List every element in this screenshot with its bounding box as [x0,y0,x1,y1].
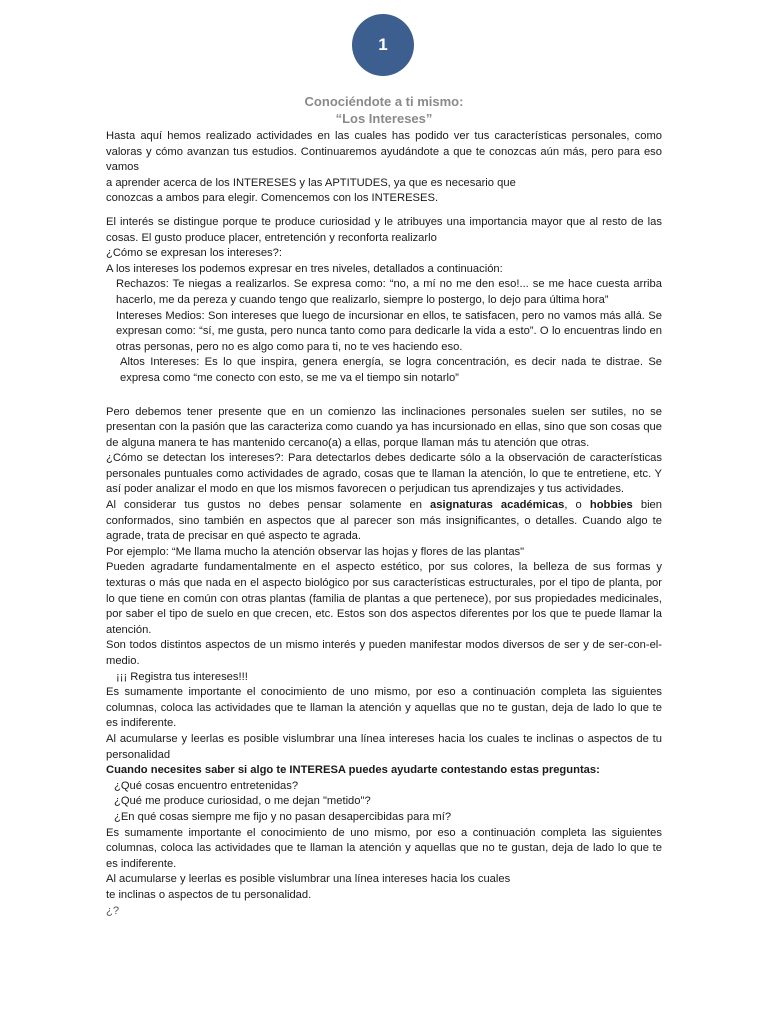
document-title: Conociéndote a ti mismo: [304,94,464,109]
level-altos: Altos Intereses: Es lo que inspira, genera energía, se logra concentración, es decir nada te distrae. Se expresa como “me conecto con esto, se me va el tiempo sin notarlo” [120,356,662,384]
levels-intro: A los intereses los podemos expresar en tres niveles, detallados a continuación: [106,262,503,275]
question-heading: ¿Cómo se expresan los intereses?: [106,247,282,260]
paragraph: Al acumularse y leerlas es posible vislumbrar una línea intereses hacia los cuales te inclinas o aspectos de tu personalidad [106,732,662,761]
paragraph-gustos: Al considerar tus gustos no debes pensar solamente en asignaturas académicas, o hobbies bien conformados, sino también en aspectos que al parecer son más insignificantes, o detalles. Cuando algo te agrade, trata de precisar en qué aspecto te agrada. [106,499,663,543]
document-body [106,129,662,919]
paragraph: Pueden agradarte fundamentalmente en el aspecto estético, por sus colores, la belleza de sus formas y texturas o más que nada en el aspecto biológico por sus características estructurales, por el tipo de planta, por lo que tiene en común con otras plantas (familia de plantas a que pertenece), por sus propiedades medicinales, por saber el tipo de suelo en que crecen, etc. Estos son dos aspectos diferentes por los que te puede llamar la atención. [106,561,662,636]
paragraph: ¿Cómo se detectan los intereses?: Para detectarlos debes dedicarte sólo a la observación de características personales puntuales como actividades de agrado, cosas que te llaman la atención, lo que te entretiene, etc. Y así poder analizar el modo en que los mismos favorecen o perjudican tus aprendizajes y tus actividades. [106,452,662,496]
paragraph: te inclinas o aspectos de tu personalidad. [106,888,312,901]
paragraph: Es sumamente importante el conocimiento de uno mismo, por eso a continuación completa las siguientes columnas, coloca las actividades que te llaman la atención y aquellas que no te gustan, deja de lado lo que te es indiferente. [106,826,662,870]
bold-hobbies: hobbies [589,499,633,512]
paragraph: Pero debemos tener presente que en un comienzo las inclinaciones personales suelen ser sutiles, no se presentan con la pasión que las caracteriza como cuando ya has incursionado en ellas, sino que son cosas que de alguna manera te has mantenido cercano(a) a ellas, porque llaman más tu atención que otras. [106,405,662,449]
interest-definition: El interés se distingue porque te produce curiosidad y le atribuyes una importancia mayor que al resto de las cosas. El gusto produce placer, entretención y reconforta realizarlo [106,215,662,244]
trailing-marks: ¿? [106,904,120,917]
page-number-badge: 1 [352,14,414,76]
intro-paragraph: Hasta aquí hemos realizado actividades en las cuales has podido ver tus características personales, como valoras y cómo avanzan tus estudios. Continuaremos ayudándote a que te conozcas aún más, pero para eso vamos [106,130,662,174]
question-item: ¿Qué cosas encuentro entretenidas? [114,779,299,792]
paragraph: Son todos distintos aspectos de un mismo interés y pueden manifestar modos diversos de ser y de ser-con-el-medio. [106,639,662,667]
paragraph: Es sumamente importante el conocimiento de uno mismo, por eso a continuación completa las siguientes columnas, coloca las actividades que te llaman la atención y aquellas que no te gustan, deja de lado lo que te es indiferente. [106,686,662,730]
intro-line: a aprender acerca de los INTERESES y las APTITUDES, ya que es necesario que [106,176,516,189]
level-medios: Intereses Medios: Son intereses que luego de incursionar en ellos, te satisfacen, pero no vamos más allá. Se expresan como: “sí, me gusta, pero nunca tanto como para dedicarle la vida a esto”. O lo encuentras lindo en otras personas, pero no es algo como para ti, no te ves haciendo eso. [116,309,662,353]
question-item: ¿Qué me produce curiosidad, o me dejan "metido"? [114,795,371,808]
example: Por ejemplo: “Me llama mucho la atención observar las hojas y flores de las plantas" [106,545,525,558]
question-item: ¿En qué cosas siempre me fijo y no pasan desapercibidas para mí? [114,810,452,823]
paragraph: Al acumularse y leerlas es posible vislumbrar una línea intereses hacia los cuales [106,873,511,886]
bold-asignaturas: asignaturas académicas [430,499,565,512]
document-subtitle: “Los Intereses” [335,111,433,126]
questions-heading: Cuando necesites saber si algo te INTERESA puedes ayudarte contestando estas preguntas: [106,764,600,777]
level-rechazos: Rechazos: Te niegas a realizarlos. Se expresa como: “no, a mí no me den eso!... se me hace cuesta arriba hacerlo, me da pereza y cuando tengo que realizarlo, siempre lo postergo, lo dejo para última hora” [116,278,662,306]
register-heading: ¡¡¡ Registra tus intereses!!! [116,670,248,683]
intro-line: conozcas a ambos para elegir. Comencemos con los INTERESES. [106,192,439,205]
